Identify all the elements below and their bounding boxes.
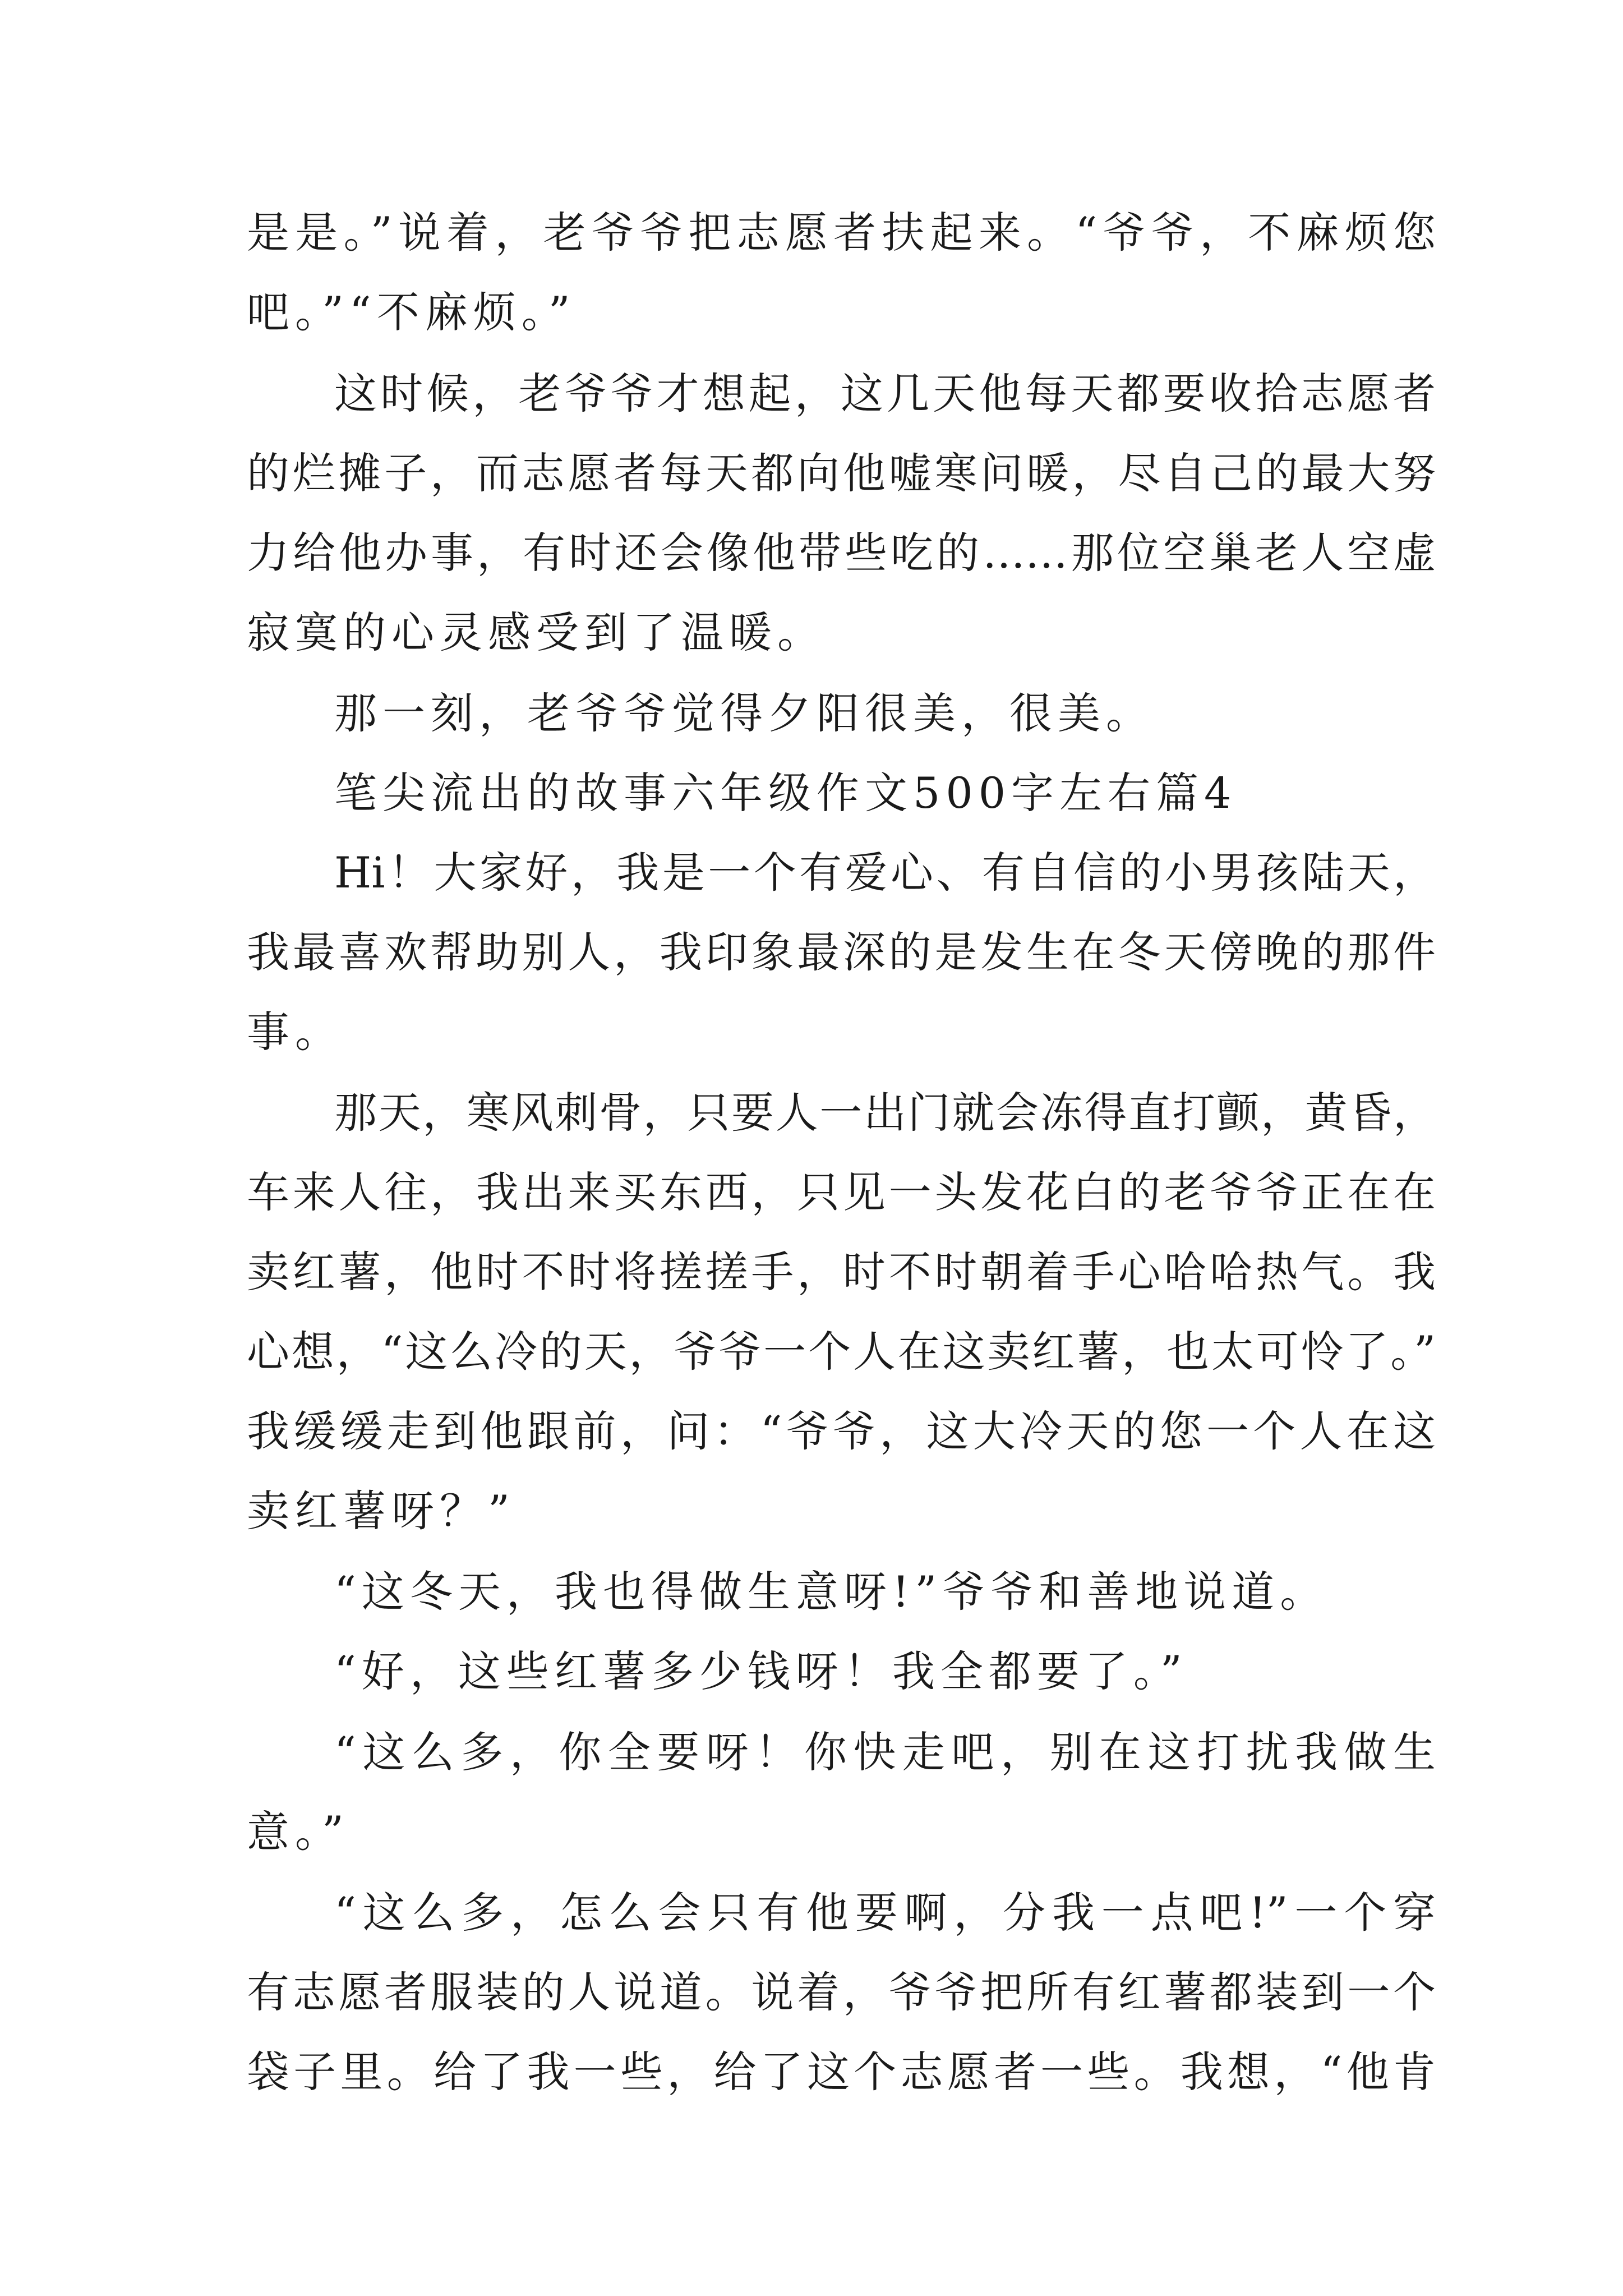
text-line: 有志愿者服装的人说道。说着，爷爷把所有红薯都装到一个 [247, 1967, 1436, 2017]
text-line: 是是。”说着，老爷爷把志愿者扶起来。“爷爷，不麻烦您 [247, 208, 1436, 257]
section-heading: 笔尖流出的故事六年级作文500字左右篇4 [334, 768, 1237, 818]
text-line: 那天，寒风刺骨，只要人一出门就会冻得直打颤，黄昏， [334, 1088, 1436, 1138]
text-line: 袋子里。给了我一些，给了这个志愿者一些。我想，“他肯 [247, 2047, 1436, 2097]
text-line: 卖红薯，他时不时将搓搓手，时不时朝着手心哈哈热气。我 [247, 1247, 1436, 1297]
text-line: “好，这些红薯多少钱呀！我全都要了。” [334, 1646, 1188, 1696]
text-line: 的烂摊子，而志愿者每天都向他嘘寒问暖，尽自己的最大努 [247, 448, 1436, 498]
text-line: 意。” [247, 1807, 349, 1857]
text-line: 力给他办事，有时还会像他带些吃的……那位空巢老人空虚 [247, 528, 1436, 578]
text-line: 卖红薯呀？” [247, 1486, 515, 1536]
text-line: “这冬天，我也得做生意呀!”爷爷和善地说道。 [334, 1567, 1329, 1617]
text-line: Hi！大家好，我是一个有爱心、有自信的小男孩陆天， [334, 848, 1436, 898]
text-line: 吧。”“不麻烦。” [247, 287, 576, 337]
text-line: 寂寞的心灵感受到了温暖。 [247, 608, 826, 657]
text-line: 车来人往，我出来买东西，只见一头发花白的老爷爷正在在 [247, 1167, 1436, 1217]
text-line: 我缓缓走到他跟前，问：“爷爷，这大冷天的您一个人在这 [247, 1406, 1436, 1456]
text-line: “这么多，怎么会只有他要啊，分我一点吧!”一个穿 [334, 1888, 1436, 1938]
text-line: “这么多，你全要呀！你快走吧，别在这打扰我做生 [334, 1727, 1436, 1777]
text-line: 那一刻，老爷爷觉得夕阳很美，很美。 [334, 688, 1154, 738]
text-line: 事。 [247, 1007, 343, 1057]
text-line: 这时候，老爷爷才想起，这几天他每天都要收拾志愿者 [334, 369, 1436, 418]
text-line: 心想，“这么冷的天，爷爷一个人在这卖红薯，也太可怜了。” [247, 1327, 1436, 1377]
text-line: 我最喜欢帮助别人，我印象最深的是发生在冬天傍晚的那件 [247, 927, 1436, 977]
